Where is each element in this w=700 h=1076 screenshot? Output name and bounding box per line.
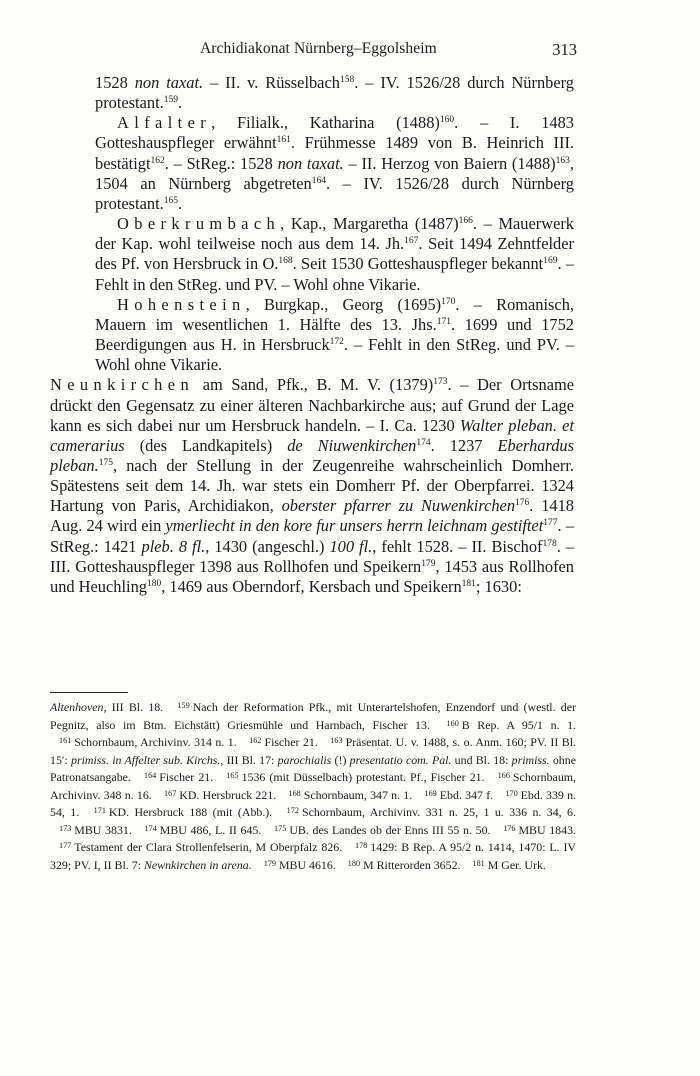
italic-text: ymerliecht in den kore fur unsers herrn leichnam gestiftet [165, 516, 544, 536]
main-text [50, 73, 574, 597]
text-run: ohne Patronatsangabe. [50, 752, 576, 784]
footnote-number: 163 [330, 736, 343, 745]
text-run: MBU 4616. [278, 857, 336, 872]
italic-text: Newnkirchen in arena. [143, 857, 252, 872]
italic-text: pleb. 8 fl. [141, 536, 206, 556]
italic-text: primiss. in Affelter sub. Kirchs., [71, 752, 224, 767]
italic-text: primiss. [511, 752, 550, 767]
text-run: M Ritterorden 3652. [363, 857, 461, 872]
footnote-number: 171 [93, 806, 106, 815]
footnote-ref: 174 [416, 437, 431, 448]
footnote [287, 805, 576, 819]
text-run: KD. Hersbruck 188 (mit (Abb.). [108, 805, 273, 819]
footnote-number: 177 [59, 841, 72, 850]
paragraph [50, 214, 574, 295]
text-run: , 1469 aus Oberndorf, Kersbach und Speikern [161, 576, 462, 596]
text-run: III Bl. 17: [223, 752, 278, 767]
text-run: Ebd. 339 n. 54, 1. [50, 787, 577, 819]
text-run: , Burgkap., Georg (1695) [245, 294, 442, 314]
text-run: . [177, 93, 183, 113]
footnote-number: 170 [505, 788, 518, 798]
footnote-number: 174 [144, 823, 157, 833]
footnote [94, 805, 273, 819]
footnote-ref: 175 [98, 457, 113, 468]
text-run: . – StReg.: 1528 [164, 153, 278, 173]
page-header [88, 40, 577, 64]
text-run: . Seit 1494 Zehntfelder des Pf. von Hersbruck in O. [95, 234, 574, 274]
footnote-ref: 177 [543, 518, 558, 529]
footnote [288, 788, 412, 802]
footnote-ref: 162 [150, 155, 165, 166]
text-run: 1528 [95, 73, 135, 92]
footnote-ref: 166 [458, 216, 473, 227]
text-run: Präsentat. U. v. 1488, s. o. Anm. 160; PV. II Bl. 15′: [50, 735, 576, 767]
text-run: KD. Hersbruck 221. [179, 787, 277, 802]
footnote-ref: 173 [433, 377, 448, 388]
footnote-separator [50, 692, 128, 693]
running-title: Archidiakonat Nürnberg–Eggolsheim [200, 40, 437, 57]
paragraph [50, 113, 574, 214]
page-number: 313 [552, 40, 577, 59]
paragraph [50, 295, 574, 376]
text-run: und Bl. 18: [451, 752, 512, 767]
italic-text: Altenhoven, [50, 700, 107, 714]
footnote-number: 160 [446, 718, 459, 728]
paragraph [50, 375, 574, 597]
text-run: . 1418 Aug. 24 wird ein [50, 496, 574, 536]
footnote-number: 176 [503, 823, 516, 833]
text-run: (des Landkapitels) [124, 435, 288, 455]
footnote [424, 788, 493, 802]
text-run: M Ger. Urk. [487, 857, 546, 872]
text-run: UB. des Landes ob der Enns III 55 n. 50. [289, 822, 491, 837]
text-run: , Filialk., Katharina (1488) [211, 113, 440, 133]
footnote-ref: 178 [542, 538, 557, 549]
text-run: . – Romanisch, Mauern im wesentlichen 1. Hälfte des 13. Jhs. [95, 294, 574, 334]
text-run: , Kap., Margaretha (1487) [280, 214, 459, 234]
text-run: . – I. 1483 Gotteshauspfleger erwähnt [95, 113, 574, 153]
italic-text: Walter pleban. et camerarius [50, 415, 574, 455]
footnote-ref: 169 [543, 256, 558, 267]
text-run: . – III. Gotteshauspfleger 1398 aus Rollhofen und Speikern [50, 536, 575, 576]
footnote [50, 700, 163, 714]
italic-text: oberster pfarrer zu Nuwenkirchen [281, 496, 516, 516]
text-run: . – StReg.: 1421 [50, 516, 574, 556]
footnote-ref: 167 [404, 236, 419, 247]
footnote [59, 735, 237, 749]
footnote-number: 173 [59, 823, 72, 833]
text-run: . [177, 193, 183, 213]
italic-text: non taxat. [277, 153, 344, 173]
text-run: , 1453 aus Rollhofen und Heuchling [50, 556, 575, 596]
text-run: . – Mauerwerk der Kap. wohl teilweise noch aus dem 14. Jh. [95, 214, 574, 254]
footnote-number: 178 [355, 841, 368, 850]
footnote [226, 770, 484, 784]
text-run: (!) [331, 752, 350, 767]
footnote-ref: 161 [276, 135, 291, 146]
text-run: Schornbaum, Archivinv. 331 n. 25, 1 u. 336 n. 34, 6. [301, 805, 576, 819]
place-name: Neunkirchen [50, 375, 195, 395]
text-run: , nach der Stellung in der Zeugenreihe wahrscheinlich Domherr. Spätestens seit dem 14. Jh. war stets ein Domherr Pf. der Oberpfarrei. 1324 Hartung von Paris, Archidiakon, [50, 455, 574, 516]
text-run: III Bl. 18. [106, 700, 164, 714]
italic-text: de Niuwenkirchen [287, 435, 417, 455]
italic-text: non taxat. [134, 73, 204, 92]
text-run: B Rep. A 95/1 n. 1. [461, 717, 576, 732]
footnote-number: 164 [143, 771, 157, 780]
text-run: 1536 (mit Düsselbach) protestant. Pf., Fischer 21. [241, 770, 485, 784]
footnotes [50, 699, 576, 874]
footnote-number: 175 [274, 823, 287, 833]
place-name: Oberkrumbach [117, 214, 281, 234]
footnote-ref: 181 [461, 578, 476, 589]
footnote-ref: 171 [436, 316, 451, 327]
footnote-ref: 180 [146, 578, 162, 589]
text-run: ; 1630: [475, 576, 522, 596]
footnote-ref: 159 [163, 95, 178, 106]
italic-text: 100 fl. [329, 536, 373, 556]
text-run: . 1237 [430, 435, 498, 455]
text-run: . – Der Ortsname drückt den Gegensatz zu einer älteren Nachbarkirche aus; auf Grund der Lage kann es sich dabei nur um Hersbruck handeln. – I. Ca. 1230 [50, 375, 574, 435]
footnote [145, 823, 262, 837]
text-run: Fischer 21. [159, 770, 214, 784]
footnote-ref: 158 [339, 75, 355, 85]
footnote-number: 179 [263, 858, 276, 868]
text-run: . 1699 und 1752 Beerdigungen aus H. in Hersbruck [95, 314, 574, 355]
footnote-number: 165 [226, 771, 239, 780]
footnote [447, 718, 576, 732]
footnote-number: 181 [472, 858, 485, 868]
italic-text: presentatio com. Pal. [349, 752, 452, 767]
footnote [59, 823, 132, 837]
italic-text: parochialis [277, 752, 332, 767]
footnote-ref: 179 [421, 558, 436, 569]
text-run: , 1430 (angeschl.) [205, 536, 330, 556]
footnote-ref: 172 [329, 337, 344, 348]
footnote-number: 159 [177, 701, 190, 710]
text-run: . Seit 1530 Gotteshauspfleger bekannt [292, 254, 544, 274]
text-run: MBU 486, L. II 645. [159, 822, 262, 837]
footnote-ref: 164 [311, 175, 326, 186]
text-run: . – Fehlt in den StReg. und PV. – Wohl ohne Vikarie. [95, 335, 574, 375]
text-run: 1429: B Rep. A 95/2 n. 1414, 1470: L. IV 329; PV. I, II Bl. 7: [50, 840, 576, 872]
footnote-number: 169 [424, 788, 437, 798]
text-run: Nach der Reformation Pfk., mit Unterartelshofen, Enzendorf und (westl. der Pegnitz, also im Btm. Eichstätt) Griesmühle und Harnbach, Fischer 13. [50, 700, 576, 732]
text-run: Schornbaum, 347 n. 1. [303, 787, 413, 802]
footnote-number: 172 [286, 806, 299, 815]
text-run: MBU 1843. [518, 822, 576, 837]
text-run: . – IV. 1526/28 durch Nürnberg protestant. [95, 73, 574, 113]
footnote [348, 858, 461, 872]
text-run: am Sand, Pfk., B. M. V. (1379) [194, 375, 434, 395]
footnote-ref: 163 [555, 155, 570, 166]
footnote [274, 823, 490, 837]
footnote-ref: 176 [515, 498, 530, 509]
footnote-number: 168 [288, 788, 301, 798]
footnote-number: 161 [59, 736, 72, 745]
text-run: MBU 3831. [74, 822, 132, 837]
footnote [472, 858, 545, 872]
text-run: Testament der Clara Strollenfelserin, M Oberpfalz 826. [74, 840, 343, 854]
paragraph [50, 73, 574, 113]
text-run: . Frühmesse 1489 von B. Heinrich III. bestätigt [95, 133, 574, 173]
footnote [144, 770, 213, 784]
text-run: , 1504 an Nürnberg abgetreten [95, 153, 574, 193]
text-run: – II. Herzog von Baiern (1488) [343, 153, 556, 173]
text-run: , fehlt 1528. – II. Bischof [372, 536, 543, 556]
italic-text: Eberhardus pleban. [50, 435, 574, 475]
text-run: Fischer 21. [264, 735, 318, 749]
footnote [249, 735, 318, 749]
footnote [503, 823, 576, 837]
footnote [164, 788, 276, 802]
footnote-number: 167 [164, 788, 177, 798]
footnote-number: 180 [347, 858, 361, 868]
footnote-ref: 168 [278, 256, 293, 267]
footnote [264, 858, 336, 872]
text-run: Ebd. 347 f. [439, 787, 494, 802]
text-run: Schornbaum, Archivinv. 348 n. 16. [50, 770, 576, 802]
place-name: Hohenstein [117, 294, 246, 314]
footnote [59, 840, 342, 854]
footnote-number: 162 [249, 736, 262, 745]
text-run: – II. v. Rüsselbach [203, 73, 340, 92]
text-run: Schornbaum, Archivinv. 314 n. 1. [74, 735, 237, 749]
footnote-ref: 160 [439, 115, 455, 126]
footnote-ref: 165 [163, 195, 178, 206]
footnote-ref: 170 [441, 296, 456, 307]
text-run: . – Fehlt in den StReg. und PV. – Wohl ohne Vikarie. [95, 254, 575, 294]
footnote-number: 166 [497, 771, 510, 780]
text-run: . – IV. 1526/28 durch Nürnberg protestant. [95, 173, 575, 213]
place-name: Alfalter [117, 113, 212, 133]
